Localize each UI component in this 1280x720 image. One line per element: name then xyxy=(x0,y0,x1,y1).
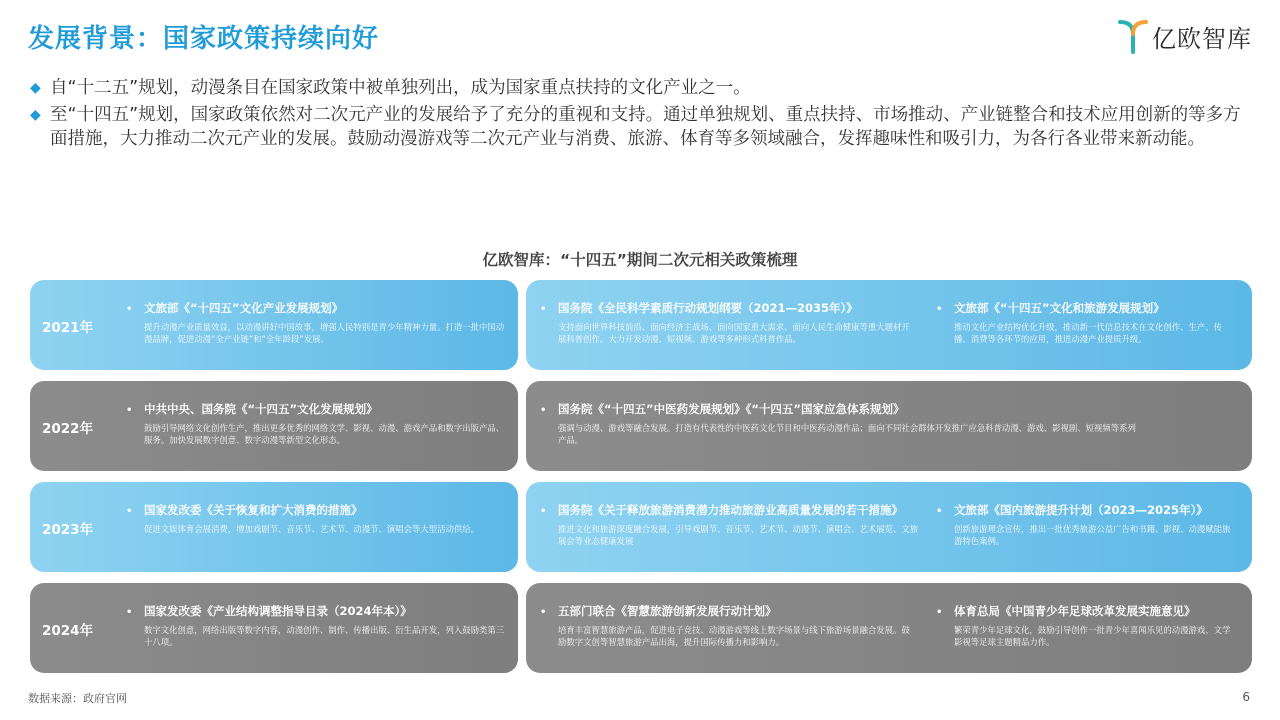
row-left-panel xyxy=(30,482,518,572)
row-right-panel xyxy=(526,583,1252,673)
row-right-panel xyxy=(526,381,1252,471)
policy-title: • 五部门联合《智慧旅游创新发展行动计划》 xyxy=(540,604,777,618)
policy-title: • 国务院《全民科学素质行动规划纲要（2021—2035年）》 xyxy=(540,301,858,315)
row-right-panel xyxy=(526,482,1252,572)
policy-row-2024 xyxy=(30,583,1252,673)
policy-desc: 繁荣青少年足球文化，鼓励引导创作一批青少年喜闻乐见的动漫游戏、文学影视等足球主题精品力作。 xyxy=(954,625,1231,647)
policy-item xyxy=(936,502,1236,547)
policy-title: • 国家发改委《关于恢复和扩大消费的措施》 xyxy=(126,503,363,517)
policy-title: • 文旅部《“十四五”文化产业发展规划》 xyxy=(126,301,344,315)
year-label: 2024年 xyxy=(42,623,94,639)
policy-desc: 创新旅游理念宣传，推出一批优秀旅游公益广告和书籍、影视、动漫赋能旅游特色案例。 xyxy=(954,524,1231,546)
policy-item xyxy=(936,603,1236,648)
policy-title: • 国家发改委《产业结构调整指导目录（2024年本）》 xyxy=(126,604,412,618)
policy-item xyxy=(540,401,1140,446)
policy-item xyxy=(126,603,506,648)
row-left-panel xyxy=(30,381,518,471)
brand-logo xyxy=(1118,18,1252,54)
policy-desc: 推动文化产业结构优化升级，推动新一代信息技术在文化创作、生产、传播、消费等各环节的应用，推进动漫产业提质升级。 xyxy=(954,322,1222,344)
diamond-bullet-icon: ◆ xyxy=(30,80,41,96)
bullet-text: 至“十四五”规划，国家政策依然对二次元产业的发展给予了充分的重视和支持。通过单独规划、重点扶持、市场推动、产业链整合和技术应用创新的等多方面措施，大力推动二次元产业的发展。鼓励动漫游戏等二次元产业与消费、旅游、体育等多领域融合，发挥趣味性和吸引力，为各行各业带来新动能。 xyxy=(50,105,1241,149)
logo-mark-icon xyxy=(1118,18,1148,54)
logo-text: 亿欧智库 xyxy=(1152,24,1252,53)
bullet-text: 自“十二五”规划，动漫条目在国家政策中被单独列出，成为国家重点扶持的文化产业之一。 xyxy=(50,78,751,98)
row-right-panel xyxy=(526,280,1252,370)
policy-title: • 文旅部《“十四五”文化和旅游发展规划》 xyxy=(936,301,1165,315)
year-label: 2023年 xyxy=(42,522,94,538)
diamond-bullet-icon: ◆ xyxy=(30,107,41,123)
policy-desc: 数字文化创意，网络出版等数字内容，动漫创作、制作、传播出版、衍生品开发，列入鼓励类第三十八项。 xyxy=(144,625,505,647)
policy-desc: 支持面向世界科技前沿、面向经济主战场、面向国家重大需求、面向人民生命健康等重大题材开展科普创作。大力开发动漫、短视频、游戏等多种形式科普作品。 xyxy=(558,322,910,344)
policy-desc: 强调与动漫、游戏等融合发展。打造有代表性的中医药文化节目和中医药动漫作品；面向不同社会群体开发推广应急科普动漫、游戏、影视剧、短视频等系列产品。 xyxy=(558,423,1136,445)
policy-item xyxy=(540,300,910,345)
policy-title: • 国务院《关于释放旅游消费潜力推动旅游业高质量发展的若干措施》 xyxy=(540,503,903,517)
row-left-panel xyxy=(30,583,518,673)
section-subtitle: 亿欧智库：“十四五”期间二次元相关政策梳理 xyxy=(482,251,798,269)
policy-title: • 体育总局《中国青少年足球改革发展实施意见》 xyxy=(936,604,1196,618)
bullet-item xyxy=(30,103,1252,151)
policy-item xyxy=(126,502,506,536)
policy-item xyxy=(126,401,506,446)
policy-desc: 提升动漫产业质量效益，以动漫讲好中国故事，增强人民特别是青少年精神力量。打造一批中国动漫品牌，促进动漫“全产业链”和“全年龄段”发展。 xyxy=(144,322,505,344)
year-label: 2021年 xyxy=(42,320,94,336)
row-left-panel xyxy=(30,280,518,370)
policy-title: • 国务院《“十四五”中医药发展规划》《“十四五”国家应急体系规划》 xyxy=(540,402,905,416)
policy-item xyxy=(936,300,1236,345)
policy-row-2023 xyxy=(30,482,1252,572)
policy-row-2021 xyxy=(30,280,1252,370)
policy-desc: 推进文化和旅游深度融合发展，引导戏剧节、音乐节、艺术节、动漫节、演唱会、艺术展览、文旅展会等业态健康发展 xyxy=(558,524,919,546)
policy-title: • 中共中央、国务院《“十四五”文化发展规划》 xyxy=(126,402,378,416)
policy-row-2022 xyxy=(30,381,1252,471)
bullet-item xyxy=(30,76,1252,100)
year-label: 2022年 xyxy=(42,421,94,437)
policy-item xyxy=(126,300,506,345)
policy-item xyxy=(540,502,920,547)
policy-item xyxy=(540,603,910,648)
policy-desc: 促进文娱体育会展消费，增加戏剧节、音乐节、艺术节、动漫节、演唱会等大型活动供给。 xyxy=(144,524,479,534)
page-number: 6 xyxy=(1242,690,1250,704)
policy-desc: 培育丰富智慧旅游产品，促进电子竞技、动漫游戏等线上数字场景与线下旅游场景融合发展。鼓励数字文创等智慧旅游产品出海，提升国际传播力和影响力。 xyxy=(558,625,910,647)
page-title: 发展背景：国家政策持续向好 xyxy=(28,24,380,54)
policy-title: • 文旅部《国内旅游提升计划（2023—2025年）》 xyxy=(936,503,1208,517)
bullet-list xyxy=(30,76,1252,154)
policy-desc: 鼓励引导网络文化创作生产，推出更多优秀的网络文学、影视、动漫、游戏产品和数字出版产品、服务。加快发展数字创意、数字动漫等新型文化形态。 xyxy=(144,423,505,445)
data-source: 数据来源：政府官网 xyxy=(28,692,127,705)
